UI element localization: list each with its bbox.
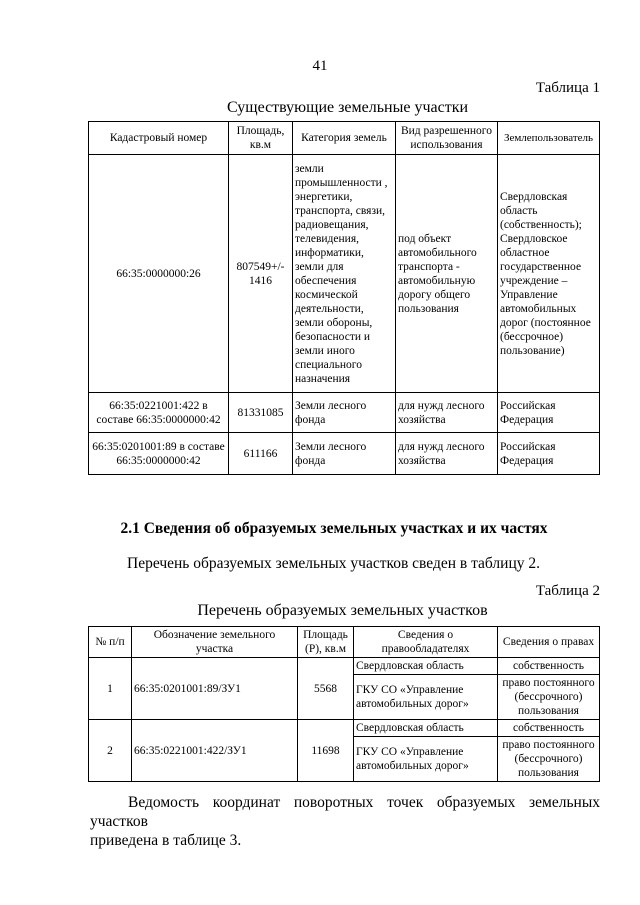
cell-area: 5568 bbox=[298, 658, 354, 720]
cell-holder: ГКУ СО «Управление автомобильных дорог» bbox=[354, 737, 498, 782]
table-header-row bbox=[89, 122, 600, 155]
header-user: Землепользователь bbox=[498, 122, 600, 155]
table-row bbox=[89, 658, 600, 675]
cell-holder: ГКУ СО «Управление автомобильных дорог» bbox=[354, 675, 498, 720]
cell-holder: Свердловская область bbox=[354, 720, 498, 737]
header-category: Категория земель bbox=[293, 122, 396, 155]
header-rights: Сведения о правах bbox=[498, 627, 600, 658]
cell-designation: 66:35:0221001:422/ЗУ1 bbox=[132, 720, 298, 782]
section-heading: 2.1 Сведения об образуемых земельных участках и их частях bbox=[120, 520, 548, 537]
paragraph-line: приведена в таблице 3. bbox=[90, 832, 242, 849]
cell-user: Свердловская область (собственность); Свердловское областное государственное учреждение – Управление автомобильных дорог (постоянное (бессрочное) пользование) bbox=[498, 155, 600, 393]
cell-category: земли промышленности , энергетики, транспорта, связи, радиовещания, телевидения, информатики, земли для обеспечения космической деятельности, земли обороны, безопасности и земли иного специального назначения bbox=[293, 155, 396, 393]
header-num: № п/п bbox=[89, 627, 132, 658]
table2-title: Перечень образуемых земельных участков bbox=[197, 602, 488, 619]
cell-area: 81331085 bbox=[229, 393, 293, 433]
header-designation: Обозначение земельного участка bbox=[132, 627, 298, 658]
header-use: Вид разрешенного использования bbox=[396, 122, 498, 155]
cell-area: 807549+/- 1416 bbox=[229, 155, 293, 393]
table1-title: Существующие земельные участки bbox=[226, 99, 469, 116]
cell-area: 11698 bbox=[298, 720, 354, 782]
cell-user: Российская Федерация bbox=[498, 433, 600, 475]
cell-right: собственность bbox=[498, 720, 600, 737]
paragraph-table3-ref bbox=[90, 793, 600, 850]
cell-designation: 66:35:0201001:89/ЗУ1 bbox=[132, 658, 298, 720]
header-cadastral: Кадастровый номер bbox=[89, 122, 229, 155]
cell-holder: Свердловская область bbox=[354, 658, 498, 675]
cell-cadastral: 66:35:0000000:26 bbox=[89, 155, 229, 393]
paragraph-table2-ref: Перечень образуемых земельных участков сведен в таблицу 2. bbox=[127, 555, 540, 572]
cell-user: Российская Федерация bbox=[498, 393, 600, 433]
table2-label: Таблица 2 bbox=[535, 583, 600, 599]
cell-cadastral: 66:35:0201001:89 в составе 66:35:0000000:42 bbox=[89, 433, 229, 475]
table-row bbox=[89, 393, 600, 433]
cell-category: Земли лесного фонда bbox=[293, 393, 396, 433]
table-row bbox=[89, 155, 600, 393]
table-row bbox=[89, 720, 600, 737]
cell-num: 2 bbox=[89, 720, 132, 782]
table1-label: Таблица 1 bbox=[535, 80, 600, 96]
new-plots-table bbox=[88, 626, 600, 782]
cell-area: 611166 bbox=[229, 433, 293, 475]
cell-cadastral: 66:35:0221001:422 в составе 66:35:0000000:42 bbox=[89, 393, 229, 433]
paragraph-line: Ведомость координат поворотных точек образуемых земельных участков bbox=[90, 794, 600, 830]
header-holders: Сведения о правообладателях bbox=[354, 627, 498, 658]
cell-right: собственность bbox=[498, 658, 600, 675]
table-header-row bbox=[89, 627, 600, 658]
table-row bbox=[89, 433, 600, 475]
cell-category: Земли лесного фонда bbox=[293, 433, 396, 475]
cell-num: 1 bbox=[89, 658, 132, 720]
header-area: Площадь (Р), кв.м bbox=[298, 627, 354, 658]
cell-use: для нужд лесного хозяйства bbox=[396, 433, 498, 475]
cell-right: право постоянного (бессрочного) пользования bbox=[498, 737, 600, 782]
page-number: 41 bbox=[312, 58, 328, 74]
existing-plots-table bbox=[88, 121, 600, 475]
cell-use: под объект автомобильного транспорта - автомобильную дорогу общего пользования bbox=[396, 155, 498, 393]
cell-right: право постоянного (бессрочного) пользования bbox=[498, 675, 600, 720]
cell-use: для нужд лесного хозяйства bbox=[396, 393, 498, 433]
header-area: Площадь, кв.м bbox=[229, 122, 293, 155]
